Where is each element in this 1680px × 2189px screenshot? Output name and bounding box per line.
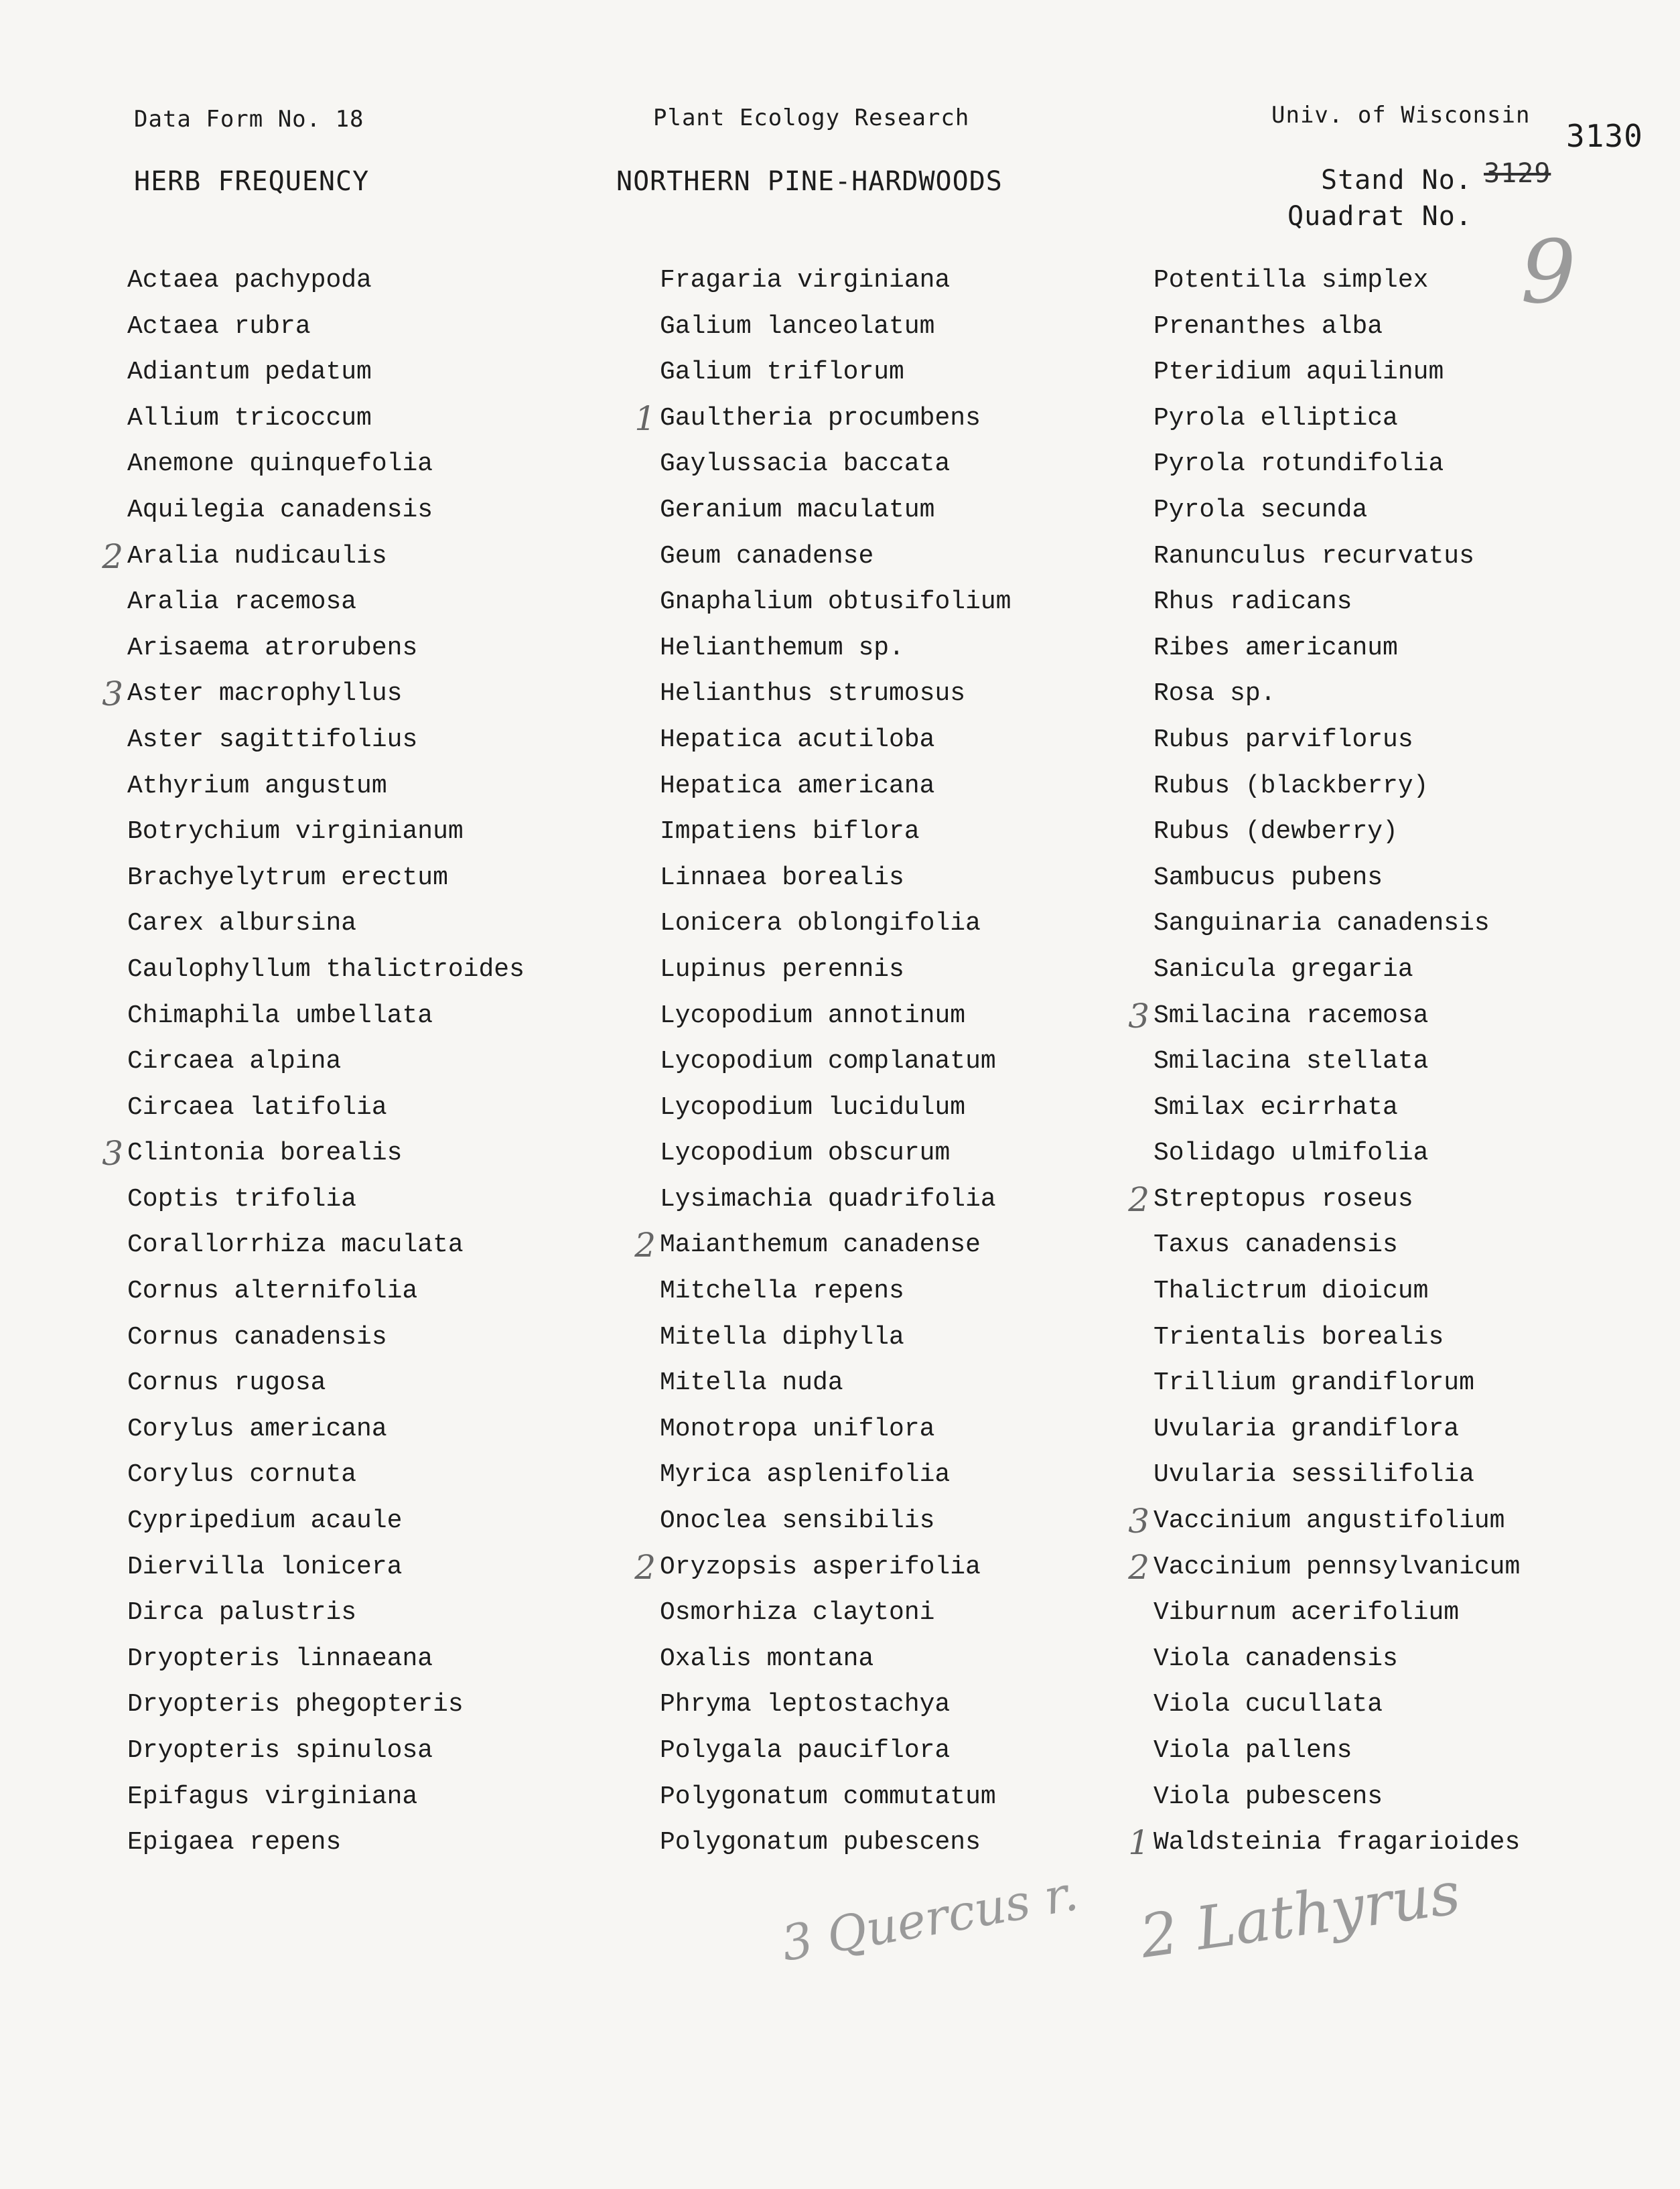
quadrat-label: Quadrat No. bbox=[1287, 201, 1472, 232]
species-column-3 bbox=[1128, 258, 1521, 1866]
species-name: Helianthemum sp. bbox=[660, 633, 904, 662]
species-row bbox=[1153, 671, 1520, 717]
species-row bbox=[1153, 1360, 1520, 1407]
species-row bbox=[1153, 764, 1520, 810]
species-name: Pyrola elliptica bbox=[1153, 403, 1398, 433]
species-row bbox=[127, 1085, 524, 1131]
species-name: Smilacina racemosa bbox=[1153, 1001, 1429, 1030]
species-row bbox=[102, 671, 524, 717]
form-title: HERB FREQUENCY bbox=[134, 166, 370, 197]
species-column-2 bbox=[634, 258, 1011, 1866]
species-name: Polygonatum pubescens bbox=[660, 1828, 981, 1857]
species-row bbox=[1153, 947, 1520, 993]
species-row bbox=[660, 579, 1011, 626]
species-name: Aralia racemosa bbox=[127, 587, 357, 617]
species-row bbox=[1153, 1131, 1520, 1177]
species-row bbox=[1153, 1085, 1520, 1131]
research-label: Plant Ecology Research bbox=[653, 104, 970, 131]
species-name: Gaultheria procumbens bbox=[660, 403, 981, 433]
species-name: Actaea pachypoda bbox=[127, 266, 372, 295]
species-name: Gnaphalium obtusifolium bbox=[660, 587, 1011, 617]
species-name: Polygonatum commutatum bbox=[660, 1782, 996, 1811]
species-name: Carex albursina bbox=[127, 909, 357, 938]
university-label: Univ. of Wisconsin bbox=[1271, 102, 1531, 129]
form-subtitle: NORTHERN PINE-HARDWOODS bbox=[616, 166, 1003, 197]
species-row bbox=[127, 1269, 524, 1315]
species-row bbox=[660, 855, 1011, 902]
species-row bbox=[127, 579, 524, 626]
species-row bbox=[127, 1222, 524, 1269]
species-name: Lycopodium obscurum bbox=[660, 1139, 951, 1168]
species-name: Ribes americanum bbox=[1153, 633, 1398, 662]
species-name: Corylus americana bbox=[127, 1414, 387, 1443]
species-row bbox=[1153, 1222, 1520, 1269]
species-row bbox=[102, 534, 524, 580]
species-row bbox=[660, 901, 1011, 947]
species-row bbox=[127, 488, 524, 534]
species-row bbox=[127, 1452, 524, 1498]
species-name: Caulophyllum thalictroides bbox=[127, 955, 524, 984]
species-name: Aquilegia canadensis bbox=[127, 495, 433, 524]
species-row bbox=[127, 855, 524, 902]
species-name: Corallorrhiza maculata bbox=[127, 1230, 464, 1260]
species-row bbox=[127, 717, 524, 764]
species-name: Diervilla lonicera bbox=[127, 1552, 403, 1581]
species-name: Oxalis montana bbox=[660, 1644, 874, 1673]
species-row bbox=[660, 947, 1011, 993]
species-row bbox=[127, 1545, 524, 1591]
species-name: Dirca palustris bbox=[127, 1598, 357, 1628]
species-name: Monotropa uniflora bbox=[660, 1414, 935, 1443]
species-name: Actaea rubra bbox=[127, 311, 311, 341]
species-row bbox=[660, 1636, 1011, 1683]
species-row bbox=[634, 1545, 1011, 1591]
species-row bbox=[660, 1315, 1011, 1361]
species-name: Rubus parviflorus bbox=[1153, 725, 1413, 754]
species-name: Lycopodium lucidulum bbox=[660, 1092, 966, 1122]
species-row bbox=[660, 671, 1011, 717]
species-row bbox=[1153, 717, 1520, 764]
species-name: Trillium grandiflorum bbox=[1153, 1368, 1474, 1398]
species-row bbox=[127, 1636, 524, 1683]
species-column-1 bbox=[102, 258, 524, 1866]
species-row bbox=[1153, 1728, 1520, 1774]
species-name: Viola canadensis bbox=[1153, 1644, 1398, 1673]
species-name: Lysimachia quadrifolia bbox=[660, 1184, 996, 1214]
species-name: Geranium maculatum bbox=[660, 495, 935, 524]
species-name: Pyrola rotundifolia bbox=[1153, 449, 1444, 479]
species-name: Waldsteinia fragarioides bbox=[1153, 1828, 1521, 1857]
frequency-mark: 1 bbox=[634, 399, 656, 438]
species-row bbox=[127, 1498, 524, 1545]
stand-number-correction: 3130 bbox=[1566, 118, 1643, 154]
species-name: Viola pubescens bbox=[1153, 1782, 1383, 1811]
species-row bbox=[660, 258, 1011, 304]
species-name: Hepatica americana bbox=[660, 771, 935, 800]
species-row bbox=[127, 1360, 524, 1407]
species-row bbox=[1153, 258, 1520, 304]
species-name: Mitella nuda bbox=[660, 1368, 843, 1398]
species-row bbox=[660, 717, 1011, 764]
frequency-mark: 2 bbox=[634, 1547, 656, 1587]
species-name: Botrychium virginianum bbox=[127, 817, 464, 847]
species-row bbox=[127, 1315, 524, 1361]
species-name: Lonicera oblongifolia bbox=[660, 909, 981, 938]
species-name: Mitella diphylla bbox=[660, 1322, 904, 1352]
species-name: Rubus (dewberry) bbox=[1153, 817, 1398, 847]
species-row bbox=[1153, 579, 1520, 626]
species-name: Epifagus virginiana bbox=[127, 1782, 418, 1811]
species-name: Smilax ecirrhata bbox=[1153, 1092, 1398, 1122]
species-name: Rhus radicans bbox=[1153, 587, 1352, 617]
frequency-mark: 2 bbox=[1128, 1180, 1149, 1219]
footer-note-left: 3 Quercus r. bbox=[777, 1864, 1082, 1972]
species-row bbox=[660, 304, 1011, 350]
species-row bbox=[660, 1360, 1011, 1407]
species-row bbox=[660, 441, 1011, 488]
species-name: Thalictrum dioicum bbox=[1153, 1277, 1429, 1306]
species-row bbox=[127, 1590, 524, 1636]
species-name: Solidago ulmifolia bbox=[1153, 1139, 1429, 1168]
species-name: Pyrola secunda bbox=[1153, 495, 1368, 524]
species-name: Onoclea sensibilis bbox=[660, 1506, 935, 1536]
species-row bbox=[634, 396, 1011, 442]
species-row bbox=[660, 993, 1011, 1040]
species-row bbox=[1153, 855, 1520, 902]
frequency-mark: 3 bbox=[102, 1134, 123, 1174]
species-row bbox=[1153, 901, 1520, 947]
species-row bbox=[127, 1682, 524, 1728]
species-row bbox=[660, 626, 1011, 672]
species-row bbox=[1153, 1590, 1520, 1636]
species-row bbox=[1153, 350, 1520, 396]
species-row bbox=[1153, 1774, 1520, 1821]
species-name: Sanicula gregaria bbox=[1153, 955, 1413, 984]
species-row bbox=[660, 1269, 1011, 1315]
species-name: Vaccinium pennsylvanicum bbox=[1153, 1552, 1521, 1581]
species-name: Trientalis borealis bbox=[1153, 1322, 1444, 1352]
species-name: Streptopus roseus bbox=[1153, 1184, 1413, 1214]
species-row bbox=[1128, 1545, 1521, 1591]
species-name: Geum canadense bbox=[660, 541, 874, 571]
species-name: Gaylussacia baccata bbox=[660, 449, 951, 479]
species-name: Phryma leptostachya bbox=[660, 1690, 951, 1719]
species-name: Helianthus strumosus bbox=[660, 679, 966, 709]
species-name: Epigaea repens bbox=[127, 1828, 342, 1857]
species-name: Galium triflorum bbox=[660, 358, 904, 387]
species-row bbox=[127, 396, 524, 442]
species-row bbox=[1153, 1269, 1520, 1315]
species-row bbox=[660, 764, 1011, 810]
species-name: Mitchella repens bbox=[660, 1277, 904, 1306]
species-name: Polygala pauciflora bbox=[660, 1736, 951, 1765]
species-name: Oryzopsis asperifolia bbox=[660, 1552, 981, 1581]
species-name: Allium tricoccum bbox=[127, 403, 372, 433]
species-row bbox=[1153, 626, 1520, 672]
species-row bbox=[127, 626, 524, 672]
species-name: Arisaema atrorubens bbox=[127, 633, 418, 662]
species-row bbox=[1153, 1636, 1520, 1683]
frequency-mark: 3 bbox=[1128, 996, 1149, 1036]
species-row bbox=[127, 901, 524, 947]
species-row bbox=[634, 1222, 1011, 1269]
species-name: Cornus alternifolia bbox=[127, 1277, 418, 1306]
species-row bbox=[660, 350, 1011, 396]
frequency-mark: 3 bbox=[1128, 1502, 1149, 1541]
species-row bbox=[127, 1728, 524, 1774]
species-row bbox=[1153, 441, 1520, 488]
species-name: Athyrium angustum bbox=[127, 771, 387, 800]
species-row bbox=[127, 947, 524, 993]
species-name: Smilacina stellata bbox=[1153, 1047, 1429, 1076]
species-name: Dryopteris spinulosa bbox=[127, 1736, 433, 1765]
species-name: Prenanthes alba bbox=[1153, 311, 1383, 341]
species-row bbox=[1153, 1452, 1520, 1498]
species-name: Sanguinaria canadensis bbox=[1153, 909, 1490, 938]
species-name: Cornus canadensis bbox=[127, 1322, 387, 1352]
species-row bbox=[1153, 1039, 1520, 1085]
species-name: Pteridium aquilinum bbox=[1153, 358, 1444, 387]
species-name: Dryopteris linnaeana bbox=[127, 1644, 433, 1673]
species-row bbox=[127, 1407, 524, 1453]
species-name: Circaea alpina bbox=[127, 1047, 342, 1076]
species-row bbox=[127, 993, 524, 1040]
species-row bbox=[660, 1177, 1011, 1223]
species-row bbox=[660, 1728, 1011, 1774]
frequency-mark: 2 bbox=[1128, 1547, 1149, 1587]
species-name: Lycopodium complanatum bbox=[660, 1047, 996, 1076]
species-name: Myrica asplenifolia bbox=[660, 1460, 951, 1490]
species-name: Anemone quinquefolia bbox=[127, 449, 433, 479]
species-name: Vaccinium angustifolium bbox=[1153, 1506, 1505, 1536]
species-row bbox=[127, 350, 524, 396]
species-row bbox=[1153, 396, 1520, 442]
species-row bbox=[127, 809, 524, 855]
species-row bbox=[1153, 488, 1520, 534]
species-row bbox=[660, 1407, 1011, 1453]
species-name: Viburnum acerifolium bbox=[1153, 1598, 1460, 1628]
species-name: Linnaea borealis bbox=[660, 863, 904, 892]
species-row bbox=[1153, 1682, 1520, 1728]
species-name: Coptis trifolia bbox=[127, 1184, 357, 1214]
species-row bbox=[1153, 809, 1520, 855]
species-name: Maianthemum canadense bbox=[660, 1230, 981, 1260]
species-name: Hepatica acutiloba bbox=[660, 725, 935, 754]
species-name: Aster macrophyllus bbox=[127, 679, 403, 709]
species-name: Cornus rugosa bbox=[127, 1368, 326, 1398]
species-name: Corylus cornuta bbox=[127, 1460, 357, 1490]
species-row bbox=[127, 1177, 524, 1223]
species-row bbox=[127, 1039, 524, 1085]
species-name: Cypripedium acaule bbox=[127, 1506, 403, 1536]
species-row bbox=[127, 441, 524, 488]
species-row bbox=[1128, 1498, 1520, 1545]
species-name: Sambucus pubens bbox=[1153, 863, 1383, 892]
species-name: Lupinus perennis bbox=[660, 955, 904, 984]
species-name: Viola pallens bbox=[1153, 1736, 1352, 1765]
frequency-mark: 2 bbox=[102, 537, 123, 576]
species-row bbox=[1153, 304, 1520, 350]
stand-number: 3129 bbox=[1484, 158, 1551, 189]
species-name: Impatiens biflora bbox=[660, 817, 920, 847]
species-row bbox=[1128, 1177, 1520, 1223]
species-row bbox=[660, 1820, 1011, 1866]
species-row bbox=[1153, 1407, 1520, 1453]
species-row bbox=[660, 534, 1011, 580]
species-name: Galium lanceolatum bbox=[660, 311, 935, 341]
species-name: Aralia nudicaulis bbox=[127, 541, 387, 571]
species-name: Chimaphila umbellata bbox=[127, 1001, 433, 1030]
species-row bbox=[1153, 534, 1520, 580]
species-row bbox=[660, 1498, 1011, 1545]
species-name: Adiantum pedatum bbox=[127, 358, 372, 387]
species-name: Taxus canadensis bbox=[1153, 1230, 1398, 1260]
species-row bbox=[660, 1590, 1011, 1636]
species-row bbox=[102, 1131, 524, 1177]
species-row bbox=[1128, 993, 1520, 1040]
species-row bbox=[660, 809, 1011, 855]
species-row bbox=[660, 1085, 1011, 1131]
frequency-mark: 2 bbox=[634, 1226, 656, 1265]
species-name: Uvularia sessilifolia bbox=[1153, 1460, 1474, 1490]
species-name: Ranunculus recurvatus bbox=[1153, 541, 1474, 571]
species-name: Viola cucullata bbox=[1153, 1690, 1383, 1719]
species-name: Uvularia grandiflora bbox=[1153, 1414, 1460, 1443]
species-row bbox=[660, 1774, 1011, 1821]
species-row bbox=[660, 1131, 1011, 1177]
frequency-mark: 1 bbox=[1128, 1823, 1149, 1863]
species-row bbox=[1153, 1315, 1520, 1361]
species-name: Clintonia borealis bbox=[127, 1139, 403, 1168]
species-name: Aster sagittifolius bbox=[127, 725, 418, 754]
species-row bbox=[127, 1820, 524, 1866]
species-name: Fragaria virginiana bbox=[660, 266, 951, 295]
species-name: Circaea latifolia bbox=[127, 1092, 387, 1122]
species-name: Potentilla simplex bbox=[1153, 266, 1429, 295]
stand-label: Stand No. bbox=[1321, 165, 1472, 196]
quadrat-number: 9 bbox=[1521, 221, 1576, 323]
frequency-mark: 3 bbox=[102, 675, 123, 714]
species-name: Rubus (blackberry) bbox=[1153, 771, 1429, 800]
species-row bbox=[127, 304, 524, 350]
species-name: Osmorhiza claytoni bbox=[660, 1598, 935, 1628]
species-name: Brachyelytrum erectum bbox=[127, 863, 448, 892]
species-name: Rosa sp. bbox=[1153, 679, 1276, 709]
species-name: Lycopodium annotinum bbox=[660, 1001, 966, 1030]
footer-note-right: 2 Lathyrus bbox=[1135, 1858, 1464, 1971]
form-number: Data Form No. 18 bbox=[134, 106, 364, 133]
species-row bbox=[660, 1039, 1011, 1085]
species-row bbox=[127, 764, 524, 810]
species-row bbox=[127, 258, 524, 304]
species-row bbox=[660, 1452, 1011, 1498]
species-row bbox=[127, 1774, 524, 1821]
species-row bbox=[660, 488, 1011, 534]
species-name: Dryopteris phegopteris bbox=[127, 1690, 464, 1719]
species-row bbox=[660, 1682, 1011, 1728]
species-row bbox=[1128, 1820, 1521, 1866]
